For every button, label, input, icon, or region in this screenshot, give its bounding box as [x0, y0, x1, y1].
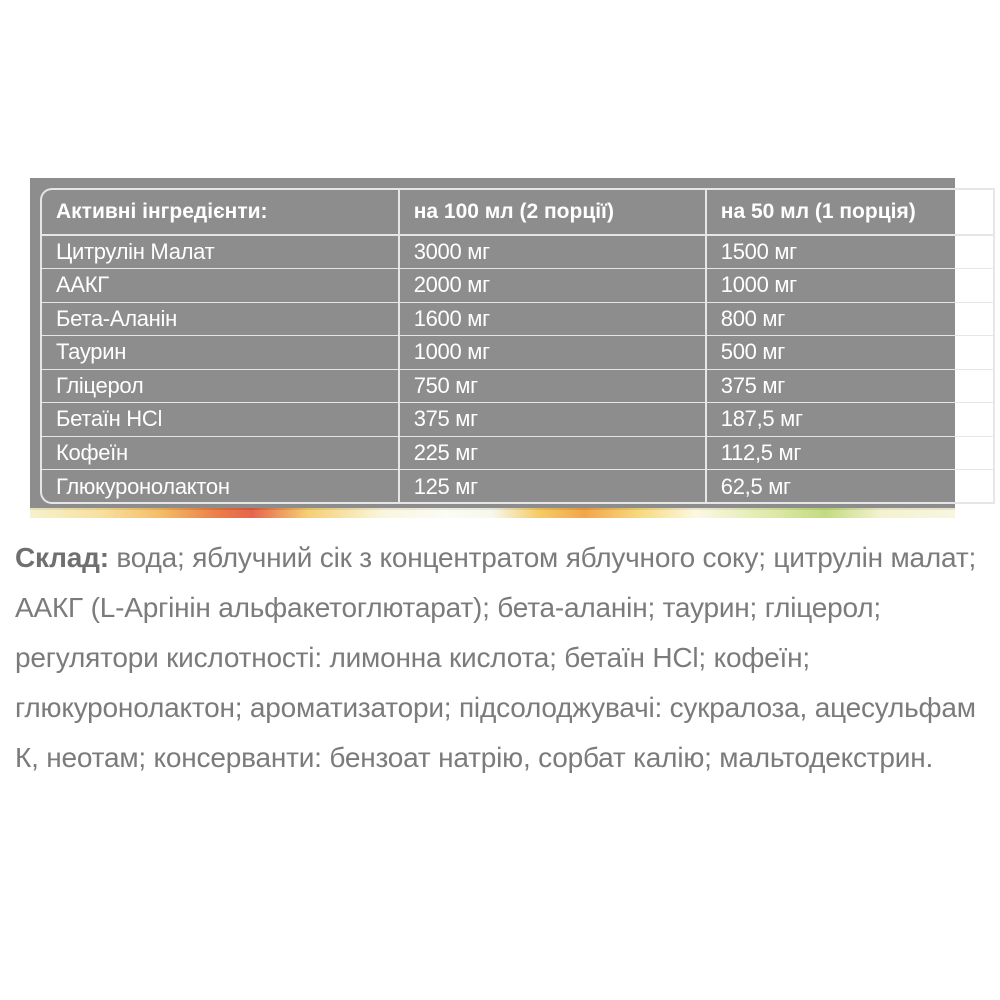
table-row: [42, 403, 994, 437]
table-row: [42, 336, 994, 370]
composition-paragraph: [15, 533, 995, 783]
ingredient-name: Цитрулін Малат: [42, 235, 399, 269]
amount-50ml: 500 мг: [706, 336, 994, 370]
ingredient-name: ААКГ: [42, 269, 399, 303]
fruit-image-strip: [30, 508, 955, 518]
ingredient-name: Кофеїн: [42, 436, 399, 470]
table-row: [42, 302, 994, 336]
composition-label: Склад:: [15, 542, 109, 573]
header-per-50ml: на 50 мл (1 порція): [706, 190, 994, 235]
amount-50ml: 112,5 мг: [706, 436, 994, 470]
ingredient-name: Таурин: [42, 336, 399, 370]
ingredient-name: Гліцерол: [42, 369, 399, 403]
table-row: [42, 269, 994, 303]
amount-50ml: 187,5 мг: [706, 403, 994, 437]
amount-100ml: 125 мг: [399, 470, 706, 504]
amount-50ml: 1000 мг: [706, 269, 994, 303]
amount-50ml: 800 мг: [706, 302, 994, 336]
amount-50ml: 1500 мг: [706, 235, 994, 269]
amount-100ml: 375 мг: [399, 403, 706, 437]
table-row: [42, 470, 994, 504]
table-row: [42, 369, 994, 403]
header-per-100ml: на 100 мл (2 порції): [399, 190, 706, 235]
ingredients-table: [42, 190, 995, 503]
amount-50ml: 375 мг: [706, 369, 994, 403]
amount-100ml: 225 мг: [399, 436, 706, 470]
table-row: [42, 235, 994, 269]
amount-100ml: 1000 мг: [399, 336, 706, 370]
amount-50ml: 62,5 мг: [706, 470, 994, 504]
header-ingredient: Активні інгредієнти:: [42, 190, 399, 235]
amount-100ml: 1600 мг: [399, 302, 706, 336]
ingredients-table-frame: [40, 188, 995, 504]
table-header-row: [42, 190, 994, 235]
ingredient-name: Бетаїн HCl: [42, 403, 399, 437]
amount-100ml: 750 мг: [399, 369, 706, 403]
ingredient-name: Бета-Аланін: [42, 302, 399, 336]
amount-100ml: 2000 мг: [399, 269, 706, 303]
composition-text: вода; яблучний сік з концентратом яблучного соку; цитрулін малат; ААКГ (L-Аргінін альфакетоглютарат); бета-аланін; таурин; гліцерол; регулятори кислотності: лимонна кислота; бетаїн HCl; кофеїн; глюкуронолактон; ароматизатори; підсолоджувачі: сукралоза, ацесульфам К, неотам; консерванти: бензоат натрію, сорбат калію; мальтодекстрин.: [15, 542, 977, 773]
table-row: [42, 436, 994, 470]
ingredient-name: Глюкуронолактон: [42, 470, 399, 504]
amount-100ml: 3000 мг: [399, 235, 706, 269]
